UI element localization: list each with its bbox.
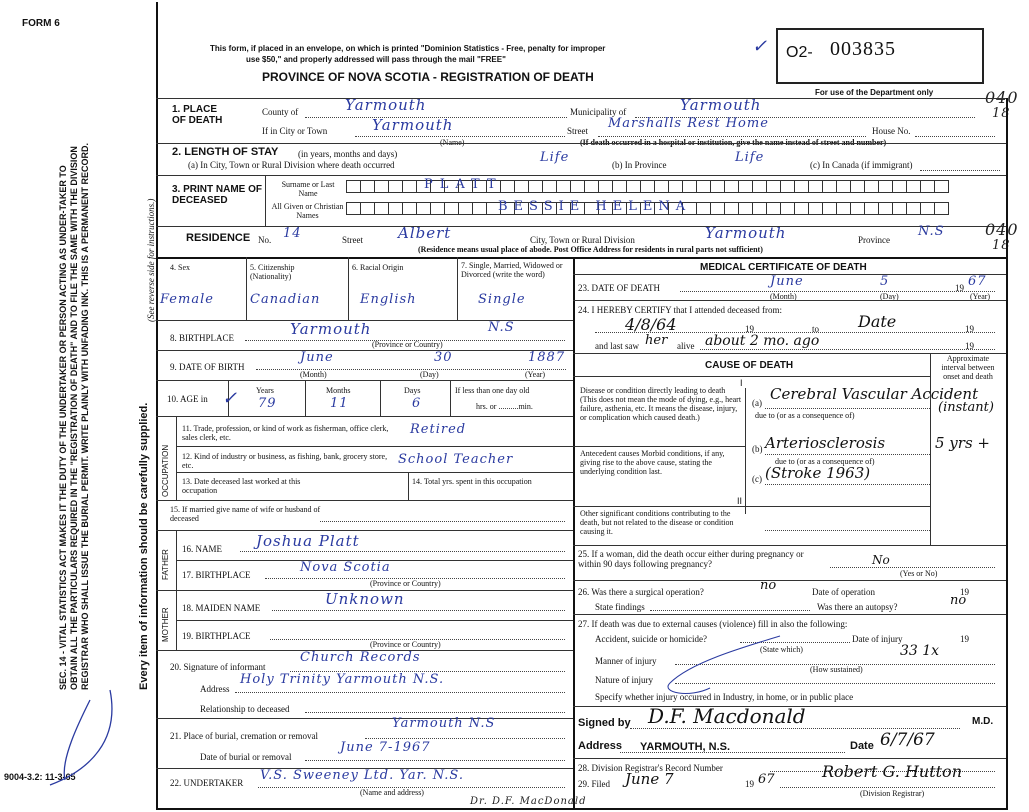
res-no-label: No.	[258, 235, 272, 245]
name-address-hint: (Name and address)	[360, 788, 424, 797]
code-2: 040	[985, 220, 1019, 239]
side-instruction: Every item of information should be carefully supplied.	[138, 402, 150, 690]
given-value: BESSIE HELENA	[498, 199, 692, 214]
div-reg-hint: (Division Registrar)	[860, 789, 925, 798]
code-1: 040	[985, 88, 1019, 107]
residence-hint: (Residence means usual place of abode. Post Office Address for residents in rural parts not sufficient)	[418, 245, 763, 254]
attended-from-value: 4/8/64	[625, 315, 677, 334]
county-value: Yarmouth	[345, 96, 427, 114]
age-months-value: 11	[330, 396, 349, 411]
attended-to-value: Date	[858, 312, 897, 331]
state-findings-label: State findings	[595, 602, 645, 612]
cause-a-value: Cerebral Vascular Accident	[770, 385, 979, 403]
res-no-value: 14	[283, 226, 302, 241]
father-name-label: 16. NAME	[182, 544, 222, 554]
dob-day-hint: (Day)	[420, 370, 439, 379]
injury-note: 33 1x	[900, 643, 940, 659]
informant-address-value: Holy Trinity Yarmouth N.S.	[240, 672, 445, 687]
death-year-hint: (Year)	[970, 292, 991, 301]
med-address-label: Address	[578, 740, 623, 752]
signature-scribble-left	[30, 680, 140, 790]
form-code: 9004-3.2: 11-3-65	[4, 772, 76, 782]
res-street-label: Street	[342, 235, 363, 245]
father-name-value: Joshua Platt	[256, 532, 360, 550]
date-last-label: 13. Date deceased last worked at this occupation	[182, 477, 301, 495]
relationship-label: Relationship to deceased	[200, 704, 290, 714]
mother-maiden-label: 18. MAIDEN NAME	[182, 603, 261, 613]
q27-label: 27. If death was due to external causes (violence) fill in also the following:	[578, 619, 848, 629]
op-19: 19	[960, 587, 969, 597]
alive-value: about 2 mo. ago	[705, 333, 820, 349]
trade-label: 11. Trade, profession, or kind of work as fisherman, office clerk, sales clerk, etc.	[182, 424, 389, 442]
res-street-value: Albert	[398, 224, 452, 242]
informant-label: 20. Signature of informant	[170, 662, 266, 672]
autopsy-label: Was there an autopsy?	[817, 602, 898, 612]
length-hint: (in years, months and days)	[298, 149, 398, 159]
med-address-value: YARMOUTH, N.S.	[640, 741, 731, 753]
burial-label: 21. Place of burial, cremation or removal	[170, 731, 318, 741]
length-of-stay-label: 2. LENGTH OF STAY	[172, 146, 279, 158]
checkmark-age: ✓	[222, 388, 239, 409]
date-op-label: Date of operation	[812, 587, 875, 597]
trade-value: Retired	[410, 422, 467, 437]
header-note-2: use $50," and properly addressed will pass through the mail "FREE"	[246, 55, 506, 64]
other-sig-label: Other significant conditions contributing to the death, but not related to the disease or condition causing it.	[580, 509, 734, 536]
house-no-label: House No.	[872, 126, 911, 136]
hrs-min-label: hrs. or ..........min.	[476, 402, 533, 411]
header-note-1: This form, if placed in an envelope, on which is printed "Dominion Statistics - Free, penalty for improper	[210, 44, 606, 53]
q25-answer: No	[872, 553, 890, 567]
alive-19: 19	[965, 341, 974, 351]
street-label: Street	[567, 126, 588, 136]
cause-title: CAUSE OF DEATH	[705, 360, 794, 371]
date-label: Date	[850, 740, 874, 752]
in-province-label: (b) In Province	[612, 160, 667, 170]
injury-19: 19	[960, 634, 969, 644]
cause-a-interval: (instant)	[938, 400, 994, 415]
months-label: Months	[326, 386, 351, 395]
stay-province-value: Life	[735, 150, 765, 165]
given-label: All Given or Christian Names	[271, 202, 344, 220]
specify-label: Specify whether injury occurred in Industry, in home, or in public place	[595, 692, 854, 702]
total-yrs-label: 14. Total yrs. spent in this occupation	[412, 477, 532, 486]
dob-day-value: 30	[434, 350, 453, 365]
scribble-27	[650, 628, 790, 703]
q28-label: 28. Division Registrar's Record Number	[578, 763, 723, 773]
date-death-label: 23. DATE OF DEATH	[578, 283, 660, 293]
q25-label: 25. If a woman, did the death occur either during pregnancy or within 90 days following pregnancy?	[578, 549, 804, 569]
registrar-value: Robert G. Hutton	[822, 762, 962, 781]
footer-signature: Dr. D.F. MacDonald	[470, 796, 587, 807]
how-sustained-hint: (How sustained)	[810, 665, 863, 674]
q26-answer: no	[760, 578, 777, 593]
in-city-label: (a) In City, Town or Rural Division where death occurred	[188, 160, 395, 170]
death-year-value: 67	[968, 274, 987, 289]
registration-number-box	[776, 28, 984, 84]
burial-date-label: Date of burial or removal	[200, 752, 292, 762]
in-canada-label: (c) In Canada (if immigrant)	[810, 160, 913, 170]
racial-label: 6. Racial Origin	[352, 263, 404, 272]
to-label: to	[812, 324, 820, 334]
autopsy-answer: no	[950, 593, 967, 608]
dob-label: 9. DATE OF BIRTH	[170, 362, 245, 372]
burial-place-value: Yarmouth N.S	[392, 716, 496, 731]
dob-month-hint: (Month)	[300, 370, 327, 379]
sex-label: 4. Sex	[170, 263, 190, 272]
age-label: 10. AGE in	[167, 394, 208, 404]
birthplace-label: 8. BIRTHPLACE	[170, 333, 234, 343]
dob-year-value: 1887	[528, 350, 566, 365]
days-label: Days	[404, 386, 421, 395]
checkmark-top: ✓	[752, 36, 769, 57]
md-label: M.D.	[972, 716, 994, 727]
signed-label: Signed by	[578, 717, 631, 729]
res-province-label: Province	[858, 235, 890, 245]
residence-label: RESIDENCE	[186, 232, 251, 244]
death-19: 19	[955, 283, 964, 293]
citizenship-value: Canadian	[250, 292, 321, 307]
birthplace-value: Yarmouth	[290, 320, 372, 338]
mother-label: MOTHER	[161, 607, 170, 642]
cause-b-value: Arteriosclerosis	[765, 434, 886, 452]
signed-value: D.F. Macdonald	[648, 704, 806, 728]
undertaker-label: 22. UNDERTAKER	[170, 778, 244, 788]
dob-month-value: June	[300, 350, 334, 365]
cause-c-marker: (c)	[752, 474, 762, 484]
yes-no-hint: (Yes or No)	[900, 569, 938, 578]
last-saw-label: and last saw	[595, 341, 639, 351]
death-day-value: 5	[880, 274, 890, 289]
q29-label: 29. Filed	[578, 779, 611, 789]
less-day-label: If less than one day old	[455, 386, 530, 395]
print-name-label: 3. PRINT NAME OF DECEASED	[172, 184, 263, 206]
antecedent-label: Antecedent causes Morbid conditions, if any, giving rise to the above cause, stating the underlying condition last.	[580, 449, 725, 476]
manner-label: Manner of injury	[595, 656, 657, 666]
side-instruction-2: (See reverse side for instructions.)	[146, 198, 156, 322]
marital-label: 7. Single, Married, Widowed or Divorced (write the word)	[461, 261, 563, 279]
wife-label: 15. If married give name of wife or husband of deceased	[170, 505, 321, 523]
undertaker-value: V.S. Sweeney Ltd. Yar. N.S.	[260, 768, 464, 783]
due-to-2: due to (or as a consequence of)	[775, 457, 875, 466]
burial-date-value: June 7-1967	[340, 740, 431, 755]
mother-maiden-value: Unknown	[325, 590, 405, 608]
mother-birth-hint: (Province or Country)	[370, 640, 441, 649]
to-19: 19	[965, 324, 974, 334]
sex-value: Female	[160, 292, 214, 307]
municipality-label: Municipality of	[570, 107, 627, 117]
city-label: If in City or Town	[262, 126, 328, 136]
father-birth-value: Nova Scotia	[300, 560, 391, 575]
form-title: PROVINCE OF NOVA SCOTIA - REGISTRATION OF DEATH	[262, 70, 594, 84]
street-value: Marshalls Rest Home	[608, 116, 769, 131]
reg-prefix: O2-	[786, 44, 813, 61]
father-birth-hint: (Province or Country)	[370, 579, 441, 588]
filed-19: 19	[745, 779, 754, 789]
father-label: FATHER	[161, 549, 170, 580]
death-day-hint: (Day)	[880, 292, 899, 301]
interval-label: Approximate interval between onset and death	[941, 354, 995, 381]
dept-use: For use of the Department only	[815, 88, 934, 97]
disease-label: Disease or condition directly leading to death (This does not mean the mode of dying, e.g., heart failure, asthenia, etc. It means the disease, injury, or complication which caused death.)	[580, 386, 742, 422]
alive-label: alive	[677, 341, 695, 351]
racial-value: English	[360, 292, 417, 307]
roman-i: I	[740, 378, 743, 388]
birthplace-hint: (Province or Country)	[372, 340, 443, 349]
age-years-value: 79	[258, 396, 277, 411]
res-city-label: City, Town or Rural Division	[530, 235, 635, 245]
reg-number: 003835	[830, 38, 896, 60]
stay-city-value: Life	[540, 150, 570, 165]
date-injury-label: Date of injury	[852, 634, 903, 644]
med-date-value: 6/7/67	[880, 730, 935, 750]
marital-value: Single	[478, 292, 526, 307]
res-city-value: Yarmouth	[705, 224, 787, 242]
cause-c-value: (Stroke 1963)	[765, 464, 871, 482]
q26-label: 26. Was there a surgical operation?	[578, 587, 704, 597]
cause-b-interval: 5 yrs +	[935, 434, 990, 452]
citizenship-label: 5. Citizenship (Nationality)	[250, 263, 295, 281]
death-month-value: June	[770, 274, 804, 289]
name-hint: (Name)	[440, 138, 465, 147]
county-label: County of	[262, 107, 299, 117]
res-province-value: N.S	[918, 224, 945, 239]
surname-value: PLATT	[424, 177, 503, 192]
filed-year: 67	[758, 772, 775, 787]
nature-label: Nature of injury	[595, 675, 653, 685]
last-saw-value: her	[645, 333, 668, 348]
birthplace-prov: N.S	[488, 320, 515, 335]
death-month-hint: (Month)	[770, 292, 797, 301]
accident-label: Accident, suicide or homicide?	[595, 634, 707, 644]
mother-birth-label: 19. BIRTHPLACE	[182, 631, 251, 641]
filed-value: June 7	[625, 770, 674, 788]
code-1b: 18	[992, 106, 1011, 121]
years-label: Years	[256, 386, 274, 395]
code-2b: 18	[992, 238, 1011, 253]
certify-label: 24. I HEREBY CERTIFY that I attended deceased from:	[578, 305, 782, 315]
place-of-death-label: 1. PLACE OF DEATH	[172, 104, 223, 126]
industry-value: School Teacher	[398, 452, 514, 467]
city-value: Yarmouth	[372, 116, 454, 134]
from-19: 19	[745, 324, 754, 334]
dob-year-hint: (Year)	[525, 370, 546, 379]
occupation-label: OCCUPATION	[161, 444, 170, 497]
cause-b-marker: (b)	[752, 444, 763, 454]
cause-a-marker: (a)	[752, 398, 762, 408]
surname-label: Surname or Last Name	[281, 180, 335, 198]
side-law-text: SEC. 14 - VITAL STATISTICS ACT MAKES IT THE DUTY OF THE UNDERTAKER OR PERSON ACTING AS UNDER-TAKER TO OBTAIN ALL THE PARTICULARS REQUIRED IN THE "REGISTRATION OF DEATH" AND TO FILE THE SAME WITH THE DIVISION REGISTRAR WHO SHALL ISSUE THE BURIAL PERMIT. WRITE PLAINLY WITH UNFADING INK. THIS IS A PERMANENT RECORD.	[58, 142, 90, 690]
industry-label: 12. Kind of industry or business, as fishing, bank, grocery store, etc.	[182, 452, 388, 470]
due-to-1: due to (or as a consequence of)	[755, 411, 855, 420]
med-cert-title: MEDICAL CERTIFICATE OF DEATH	[700, 262, 867, 273]
father-birth-label: 17. BIRTHPLACE	[182, 570, 251, 580]
municipality-value: Yarmouth	[680, 96, 762, 114]
state-which-hint: (State which)	[760, 645, 803, 654]
hospital-hint: (If death occurred in a hospital or institution, give the name instead of street and number)	[580, 138, 887, 147]
roman-ii: II	[737, 496, 743, 506]
age-days-value: 6	[412, 396, 422, 411]
form-number: FORM 6	[22, 18, 60, 29]
informant-value: Church Records	[300, 650, 421, 665]
informant-address-label: Address	[200, 684, 230, 694]
